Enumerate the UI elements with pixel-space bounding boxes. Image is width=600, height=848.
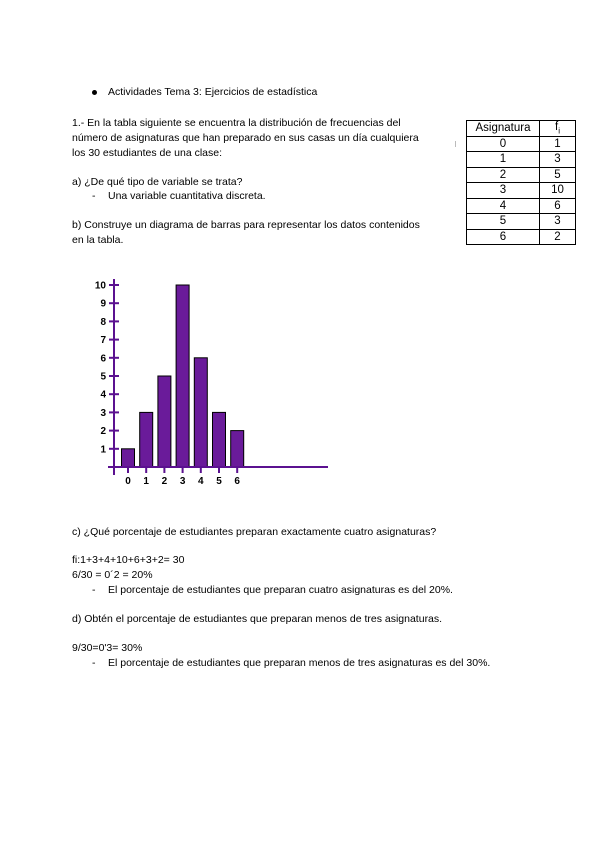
table-row	[467, 167, 576, 183]
table-cell: 5	[467, 214, 540, 230]
table-cell: 2	[540, 229, 576, 245]
bar-chart	[80, 272, 340, 497]
calc-d: 9/30=0'3= 30%	[72, 642, 143, 654]
x-tick-label-5: 5	[216, 476, 222, 487]
x-tick-label-3: 3	[179, 476, 186, 487]
table-row	[467, 229, 576, 245]
question-b-line-2: en la tabla.	[72, 234, 124, 246]
table-cell: 2	[467, 167, 540, 183]
table-cell: 10	[540, 183, 576, 199]
table-header-fi-base: f	[555, 121, 559, 134]
table-row	[467, 214, 576, 230]
x-tick-label-0: 0	[125, 476, 131, 487]
table-row	[467, 152, 576, 168]
table-cell: 3	[540, 152, 576, 168]
question-b-line-1: b) Construye un diagrama de barras para representar los datos contenidos	[72, 219, 420, 231]
y-tick-label-2: 2	[100, 426, 106, 438]
table-cell: 0	[467, 136, 540, 152]
table-cell: 1	[467, 152, 540, 168]
table-header-fi-sub: i	[558, 126, 560, 136]
y-tick-label-1: 1	[100, 444, 106, 456]
statement-line-2: número de asignaturas que han preparado en sus casas un día cualquiera	[72, 132, 419, 144]
statement-line-3: los 30 estudiantes de una clase:	[72, 147, 223, 159]
y-tick-label-3: 3	[100, 407, 106, 419]
table-cell: 6	[467, 229, 540, 245]
table-header-row	[467, 121, 576, 137]
dash-marker: -	[92, 584, 96, 596]
statement-line-1: 1.- En la tabla siguiente se encuentra la distribución de frecuencias del	[72, 117, 401, 129]
table-cell: 3	[467, 183, 540, 199]
calc-c-sum: fi:1+3+4+10+6+3+2= 30	[72, 554, 185, 566]
table-header-asignatura: Asignatura	[467, 121, 540, 137]
x-tick-label-4: 4	[198, 476, 204, 487]
bar-1	[140, 412, 153, 467]
table-cell: 3	[540, 214, 576, 230]
table-cell: 1	[540, 136, 576, 152]
frequency-table	[466, 120, 576, 245]
table-cell: 6	[540, 198, 576, 214]
x-tick-label-2: 2	[161, 476, 168, 487]
dash-marker: -	[92, 657, 96, 669]
answer-c: El porcentaje de estudiantes que preparan cuatro asignaturas es del 20%.	[108, 584, 453, 596]
table-row	[467, 136, 576, 152]
y-tick-label-10: 10	[94, 280, 106, 292]
bullet-dot	[92, 90, 97, 95]
y-tick-label-9: 9	[100, 298, 106, 310]
table-cell: 4	[467, 198, 540, 214]
question-c: c) ¿Qué porcentaje de estudiantes preparan exactamente cuatro asignaturas?	[72, 526, 437, 538]
dash-marker: -	[92, 190, 96, 202]
answer-d: El porcentaje de estudiantes que preparan menos de tres asignaturas es del 30%.	[108, 657, 491, 669]
bar-0	[122, 449, 135, 467]
y-tick-label-8: 8	[100, 316, 106, 328]
calc-c-percent: 6/30 = 0´2 = 20%	[72, 569, 153, 581]
question-a: a) ¿De qué tipo de variable se trata?	[72, 176, 243, 188]
y-tick-label-7: 7	[100, 335, 106, 347]
question-d: d) Obtén el porcentaje de estudiantes que preparan menos de tres asignaturas.	[72, 613, 443, 625]
y-tick-label-4: 4	[100, 389, 106, 401]
faint-mark	[455, 141, 456, 147]
bar-3	[176, 285, 189, 467]
activity-title: Actividades Tema 3: Ejercicios de estadística	[108, 86, 318, 98]
bar-2	[158, 376, 171, 467]
y-tick-label-5: 5	[100, 371, 106, 383]
bar-4	[194, 358, 207, 467]
answer-a: Una variable cuantitativa discreta.	[108, 190, 266, 202]
x-tick-label-6: 6	[234, 476, 240, 487]
bar-6	[231, 431, 244, 467]
x-tick-label-1: 1	[143, 476, 149, 487]
table-header-fi	[540, 121, 576, 137]
table-row	[467, 198, 576, 214]
y-tick-label-6: 6	[100, 353, 106, 365]
table-cell: 5	[540, 167, 576, 183]
bar-5	[213, 412, 226, 467]
table-row	[467, 183, 576, 199]
